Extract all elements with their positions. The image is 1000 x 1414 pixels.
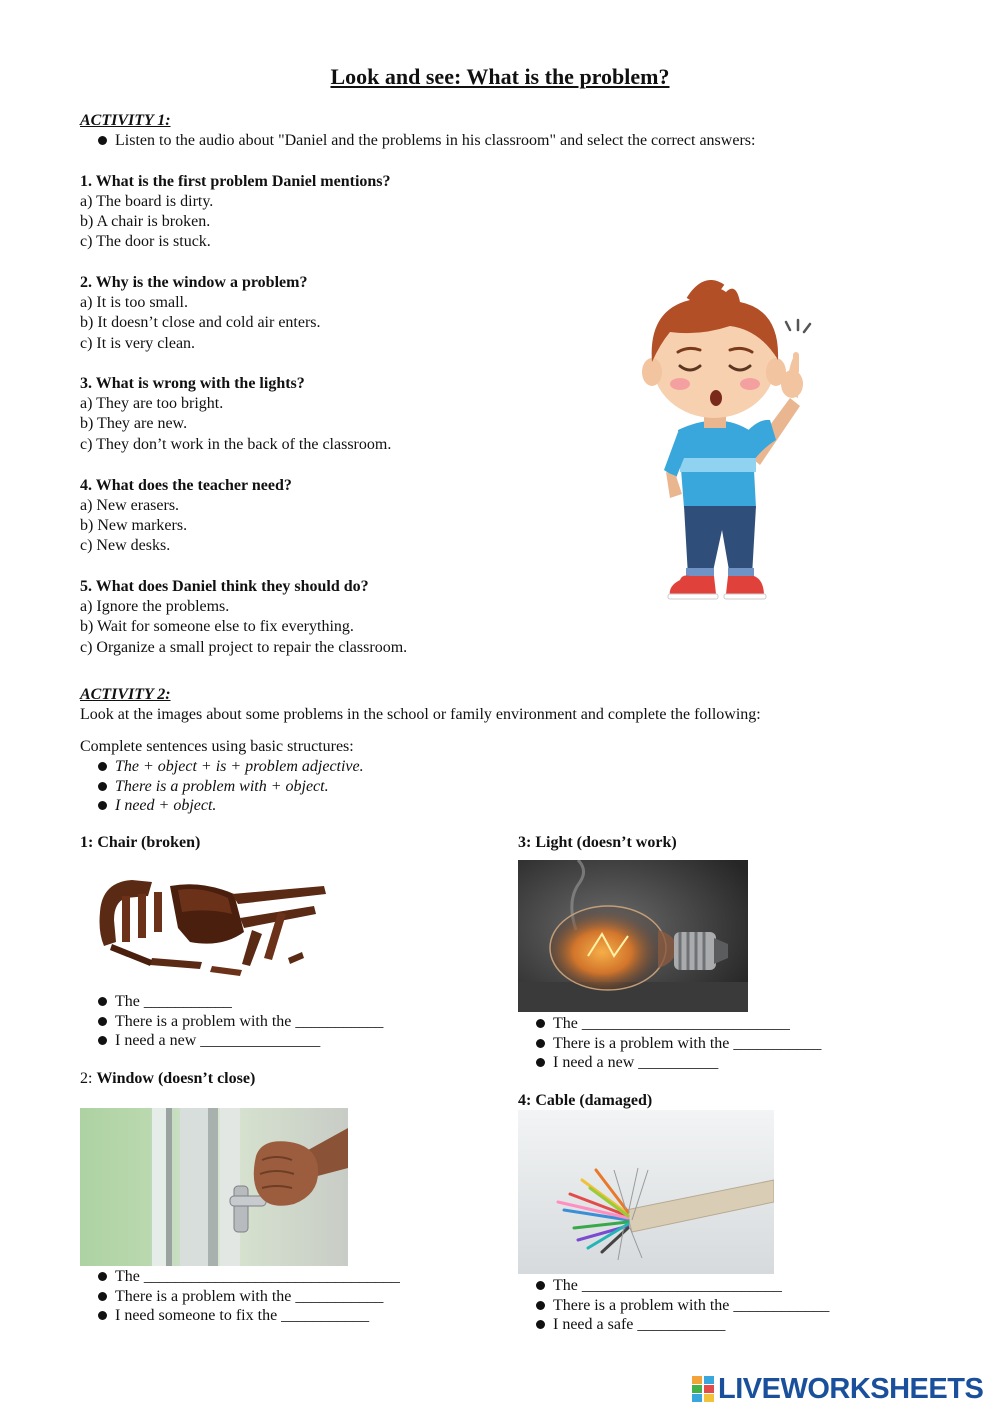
activity-2-instruction: Look at the images about some problems in the school or family environment and complete the following: bbox=[80, 706, 761, 723]
item-4-sentence-need[interactable]: I need a safe ___________ bbox=[518, 1315, 829, 1335]
item-3-sentence-need[interactable]: I need a new __________ bbox=[518, 1053, 821, 1073]
item-2-sentence-problem[interactable]: There is a problem with the ___________ bbox=[80, 1287, 400, 1307]
question-5-option-b[interactable]: b) Wait for someone else to fix everything. bbox=[80, 618, 354, 635]
question-1-option-a[interactable]: a) The board is dirty. bbox=[80, 193, 214, 210]
structures-intro: Complete sentences using basic structures: bbox=[80, 738, 354, 755]
item-1-label: 1: Chair (broken) bbox=[80, 834, 201, 851]
activity-1-instruction-list bbox=[80, 131, 755, 151]
item-4-sentences bbox=[518, 1276, 829, 1335]
question-1-option-b[interactable]: b) A chair is broken. bbox=[80, 213, 211, 230]
question-3-option-a[interactable]: a) They are too bright. bbox=[80, 395, 224, 412]
activity-1-heading: ACTIVITY 1: bbox=[80, 112, 171, 129]
broken-chair-image bbox=[92, 872, 332, 977]
activity-1-instruction: Listen to the audio about "Daniel and the problems in his classroom" and select the correct answers: bbox=[80, 131, 755, 151]
question-2-option-c[interactable]: c) It is very clean. bbox=[80, 335, 196, 352]
boy-thinking-illustration bbox=[630, 280, 820, 615]
liveworksheets-logo-text: LIVEWORKSHEETS bbox=[718, 1372, 984, 1405]
structure-item: There is a problem with + object. bbox=[80, 777, 364, 797]
question-4-option-b[interactable]: b) New markers. bbox=[80, 517, 188, 534]
question-3-option-c[interactable]: c) They don’t work in the back of the classroom. bbox=[80, 436, 392, 453]
item-3-sentences bbox=[518, 1014, 821, 1073]
item-2-sentence-the[interactable]: The ________________________________ bbox=[80, 1267, 400, 1287]
item-2-number: 2: bbox=[80, 1070, 97, 1087]
item-2-sentences bbox=[80, 1267, 400, 1326]
item-3-label: 3: Light (doesn’t work) bbox=[518, 834, 677, 851]
page-title: Look and see: What is the problem? bbox=[330, 64, 670, 89]
item-3-sentence-the[interactable]: The __________________________ bbox=[518, 1014, 821, 1034]
item-4-label: 4: Cable (damaged) bbox=[518, 1092, 653, 1109]
item-2-sentence-need[interactable]: I need someone to fix the ___________ bbox=[80, 1306, 400, 1326]
question-3: 3. What is wrong with the lights? bbox=[80, 375, 305, 392]
item-1-sentence-problem[interactable]: There is a problem with the ___________ bbox=[80, 1012, 383, 1032]
question-4-option-a[interactable]: a) New erasers. bbox=[80, 497, 180, 514]
item-1-sentences bbox=[80, 992, 383, 1051]
item-1-sentence-the[interactable]: The ___________ bbox=[80, 992, 383, 1012]
broken-light-bulb-image bbox=[518, 860, 748, 1012]
item-3-sentence-problem[interactable]: There is a problem with the ___________ bbox=[518, 1034, 821, 1054]
item-1-sentence-need[interactable]: I need a new _______________ bbox=[80, 1031, 383, 1051]
question-1: 1. What is the first problem Daniel mentions? bbox=[80, 173, 391, 190]
damaged-cable-image bbox=[518, 1110, 774, 1274]
question-3-option-b[interactable]: b) They are new. bbox=[80, 415, 188, 432]
item-4-sentence-problem[interactable]: There is a problem with the ____________ bbox=[518, 1296, 829, 1316]
item-4-sentence-the[interactable]: The _________________________ bbox=[518, 1276, 829, 1296]
liveworksheets-logo[interactable] bbox=[692, 1374, 983, 1404]
question-2-option-b[interactable]: b) It doesn’t close and cold air enters. bbox=[80, 314, 321, 331]
window-handle-image bbox=[80, 1108, 348, 1266]
liveworksheets-logo-icon bbox=[692, 1376, 714, 1402]
structures-list bbox=[80, 757, 364, 816]
question-2-option-a[interactable]: a) It is too small. bbox=[80, 294, 188, 311]
question-5-option-c[interactable]: c) Organize a small project to repair the classroom. bbox=[80, 639, 408, 656]
item-2-label-wrap bbox=[80, 1070, 255, 1088]
question-4-option-c[interactable]: c) New desks. bbox=[80, 537, 171, 554]
activity-2-heading: ACTIVITY 2: bbox=[80, 686, 171, 703]
question-2: 2. Why is the window a problem? bbox=[80, 274, 308, 291]
question-5: 5. What does Daniel think they should do? bbox=[80, 578, 369, 595]
question-5-option-a[interactable]: a) Ignore the problems. bbox=[80, 598, 230, 615]
structure-item: The + object + is + problem adjective. bbox=[80, 757, 364, 777]
question-1-option-c[interactable]: c) The door is stuck. bbox=[80, 233, 211, 250]
structure-item: I need + object. bbox=[80, 796, 364, 816]
question-4: 4. What does the teacher need? bbox=[80, 477, 292, 494]
item-2-label: Window (doesn’t close) bbox=[96, 1070, 256, 1087]
